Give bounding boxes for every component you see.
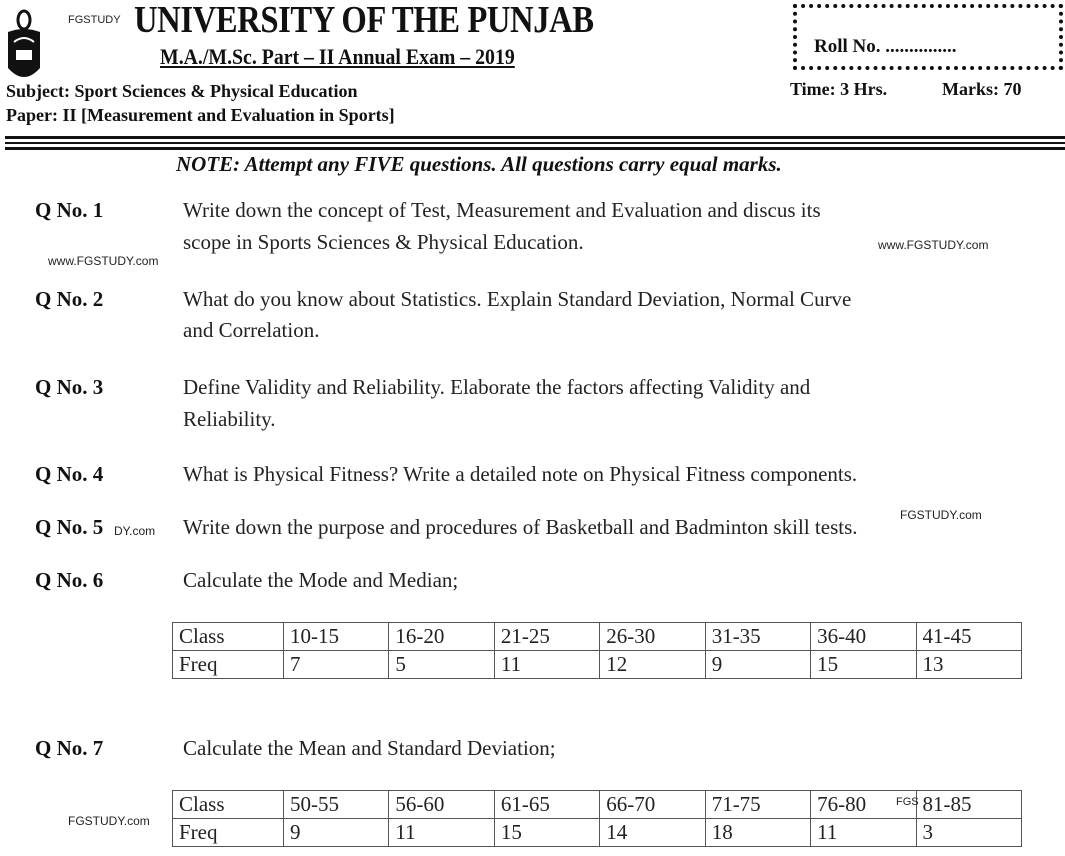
university-title: UNIVERSITY OF THE PUNJAB [134, 0, 594, 41]
question-label: Q No. 6 [35, 568, 104, 592]
question-text: Write down the concept of Test, Measurement and Evaluation and discus its [183, 198, 821, 222]
table-cell: 12 [600, 651, 705, 679]
table-row-freq [173, 819, 1022, 847]
question-text: scope in Sports Sciences & Physical Education. [183, 230, 584, 254]
table-cell: 11 [811, 819, 916, 847]
question-label: Q No. 2 [35, 287, 104, 311]
table-cell: Freq [173, 651, 284, 679]
table-row-class [173, 623, 1022, 651]
table-cell: 31-35 [705, 623, 810, 651]
table-cell: 50-55 [284, 791, 389, 819]
question-text: and Correlation. [183, 318, 320, 342]
divider [5, 142, 1065, 144]
question-label: Q No. 4 [35, 462, 104, 486]
note: NOTE: Attempt any FIVE questions. All questions carry equal marks. [176, 152, 782, 176]
watermark: FGSTUDY [68, 14, 121, 26]
table-cell: 15 [811, 651, 916, 679]
table-cell: 21-25 [494, 623, 599, 651]
table-cell: 7 [284, 651, 389, 679]
question-text: What is Physical Fitness? Write a detailed note on Physical Fitness components. [183, 462, 858, 486]
watermark: DY.com [114, 524, 156, 538]
table-cell: 56-60 [389, 791, 494, 819]
table-cell: 9 [705, 651, 810, 679]
question-label: Q No. 1 [35, 198, 104, 222]
table-cell: 11 [494, 651, 599, 679]
roll-no: Roll No. ............... [814, 36, 957, 57]
question-text: Reliability. [183, 407, 276, 431]
exam-line: M.A./M.Sc. Part – II Annual Exam – 2019 [160, 44, 515, 69]
watermark: www.FGSTUDY.com [48, 254, 159, 268]
divider [5, 147, 1065, 150]
watermark: FGSTUDY.com [68, 814, 150, 828]
table-cell: 26-30 [600, 623, 705, 651]
table-cell: 15 [494, 819, 599, 847]
mode-median-table [172, 622, 1022, 679]
table-row-freq [173, 651, 1022, 679]
table-cell: 16-20 [389, 623, 494, 651]
table-cell: 61-65 [494, 791, 599, 819]
divider [5, 136, 1065, 139]
question-text: Define Validity and Reliability. Elaborate the factors affecting Validity and [183, 375, 811, 399]
table-cell: 41-45 [916, 623, 1021, 651]
table-cell: 10-15 [284, 623, 389, 651]
watermark: FGS [896, 796, 919, 808]
marks: Marks: 70 [942, 79, 1022, 99]
question-text: Calculate the Mean and Standard Deviation; [183, 736, 556, 760]
table-cell: 66-70 [600, 791, 705, 819]
table-cell: 18 [705, 819, 810, 847]
table-cell: 71-75 [705, 791, 810, 819]
table-row-class [173, 791, 1022, 819]
watermark: www.FGSTUDY.com [878, 238, 989, 252]
question-label: Q No. 7 [35, 736, 104, 760]
university-crest-logo [6, 8, 42, 86]
watermark: FGSTUDY.com [900, 508, 982, 522]
table-cell: 14 [600, 819, 705, 847]
table-cell: 76-80 [811, 791, 916, 819]
mean-sd-table [172, 790, 1022, 847]
question-label: Q No. 5 [35, 515, 104, 539]
table-cell: Freq [173, 819, 284, 847]
question-label: Q No. 3 [35, 375, 104, 399]
table-cell: 11 [389, 819, 494, 847]
table-cell: 13 [916, 651, 1021, 679]
question-text: Write down the purpose and procedures of Basketball and Badminton skill tests. [183, 515, 858, 539]
table-cell: Class [173, 791, 284, 819]
question-text: What do you know about Statistics. Explain Standard Deviation, Normal Curve [183, 287, 852, 311]
table-cell: 81-85 [916, 791, 1021, 819]
table-cell: 36-40 [811, 623, 916, 651]
table-cell: Class [173, 623, 284, 651]
table-cell: 9 [284, 819, 389, 847]
time: Time: 3 Hrs. [790, 79, 888, 99]
question-text: Calculate the Mode and Median; [183, 568, 459, 592]
table-cell: 5 [389, 651, 494, 679]
table-cell: 3 [916, 819, 1021, 847]
paper: Paper: II [Measurement and Evaluation in Sports] [6, 105, 395, 125]
subject: Subject: Sport Sciences & Physical Education [6, 81, 358, 101]
